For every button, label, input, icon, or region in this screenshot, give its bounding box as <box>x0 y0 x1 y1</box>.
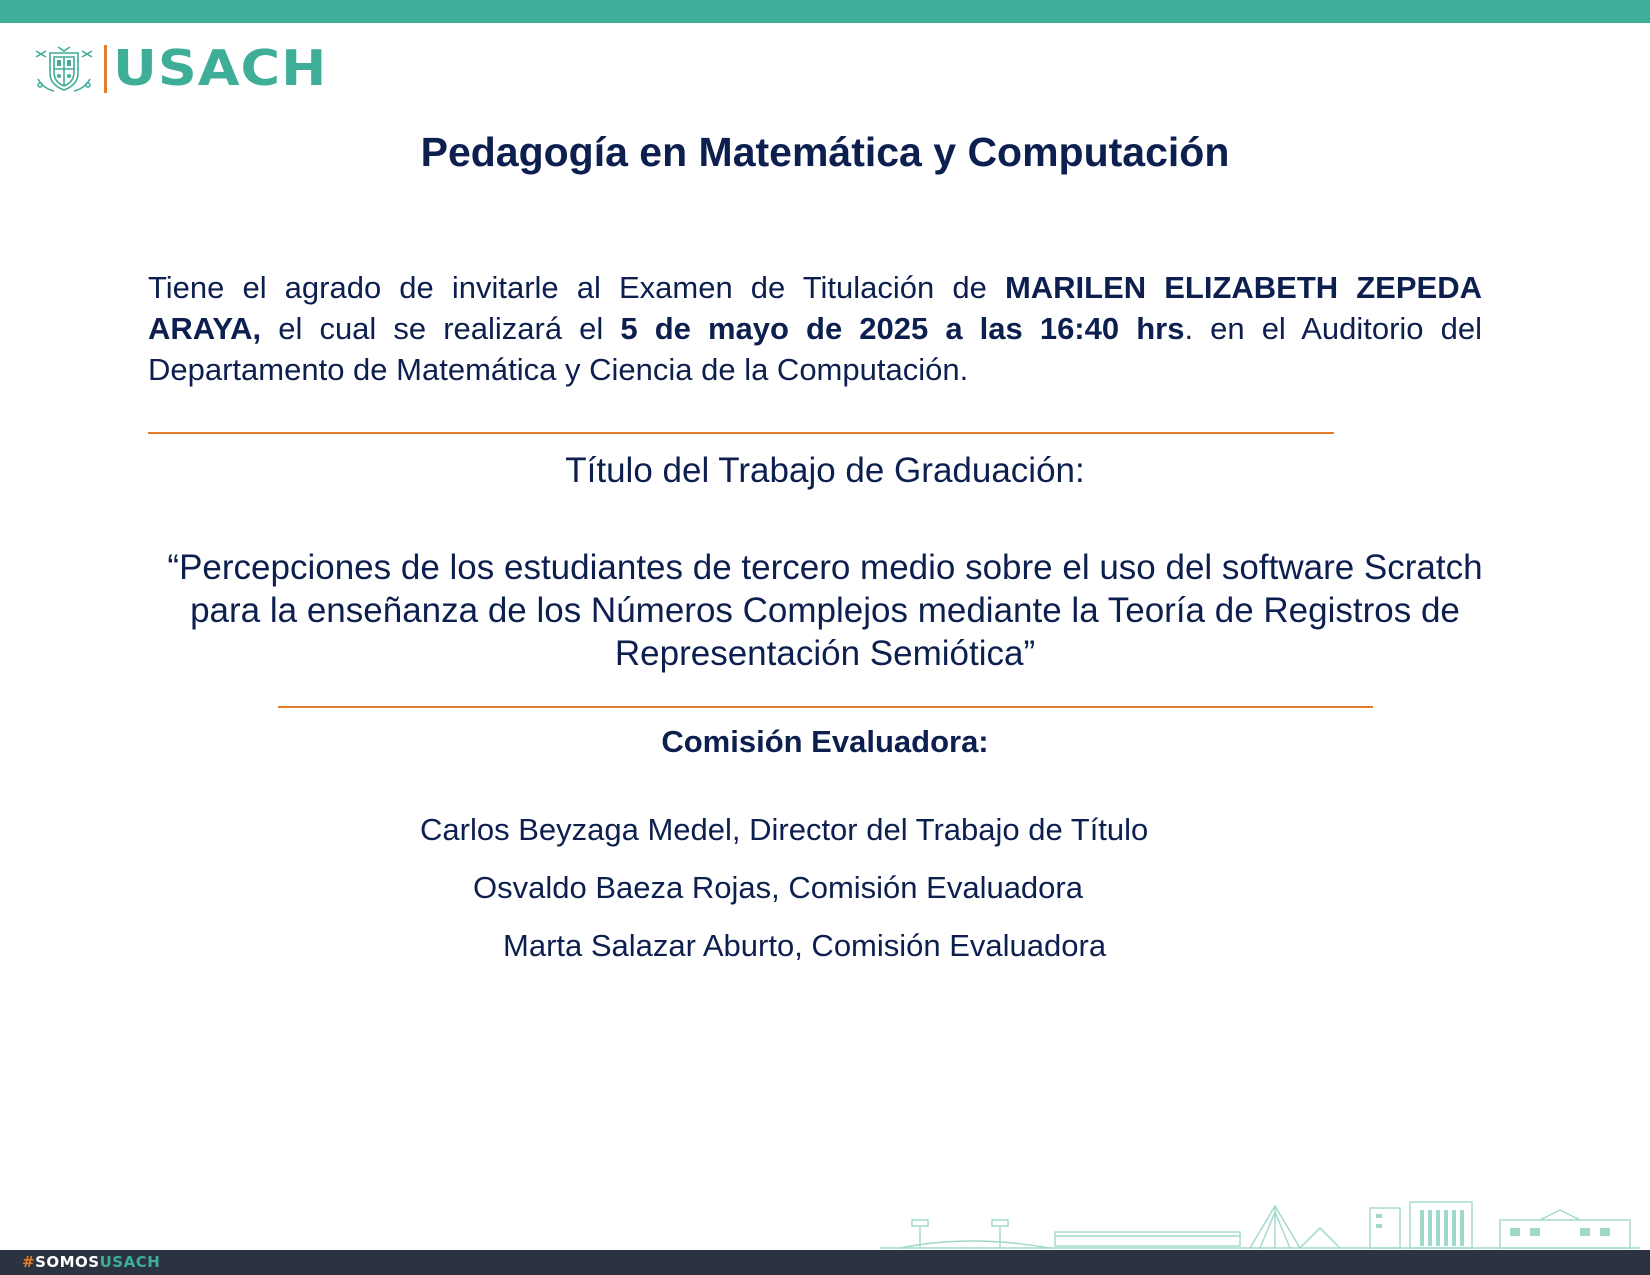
committee-member: Marta Salazar Aburto, Comisión Evaluadora <box>503 928 1107 963</box>
divider-rule <box>278 706 1373 708</box>
committee-member: Carlos Beyzaga Medel, Director del Trabajo de Título <box>420 812 1149 847</box>
logo-divider <box>104 45 107 93</box>
student-name: MARILEN ELIZABETH ZEPEDA ARAYA, <box>148 270 1482 346</box>
exam-date-time: 5 de mayo de 2025 a las 16:40 hrs <box>620 311 1185 346</box>
invitation-suffix: . en el Auditorio del Departamento de Matemática y Ciencia de la Computación. <box>148 311 1482 387</box>
hashtag-usach: USACH <box>99 1253 161 1271</box>
university-seal-icon <box>32 43 96 95</box>
thesis-label: Título del Trabajo de Graduación: <box>565 451 1085 490</box>
top-accent-bar <box>0 0 1650 23</box>
invitation-paragraph <box>148 267 1482 390</box>
page-title: Pedagogía en Matemática y Computación <box>420 129 1230 175</box>
hashtag-somos: SOMOS <box>35 1253 100 1271</box>
footer-bar <box>0 1250 1650 1275</box>
usach-logo <box>32 42 327 96</box>
committee-member: Osvaldo Baeza Rojas, Comisión Evaluadora <box>473 870 1083 905</box>
invitation-middle: el cual se realizará el <box>261 311 621 346</box>
invitation-prefix: Tiene el agrado de invitarle al Examen de Titulación de <box>148 270 1005 305</box>
divider-rule <box>148 432 1334 434</box>
footer-hashtag <box>22 1253 160 1271</box>
thesis-title: “Percepciones de los estudiantes de tercero medio sobre el uso del software Scratch para la enseñanza de los Números Complejos mediante la Teoría de Registros de Representación Semiótica” <box>167 548 1483 673</box>
committee-heading: Comisión Evaluadora: <box>661 724 989 759</box>
campus-skyline-icon <box>880 1198 1640 1250</box>
brand-wordmark: USACH <box>113 40 328 97</box>
hashtag-symbol: # <box>22 1253 36 1271</box>
